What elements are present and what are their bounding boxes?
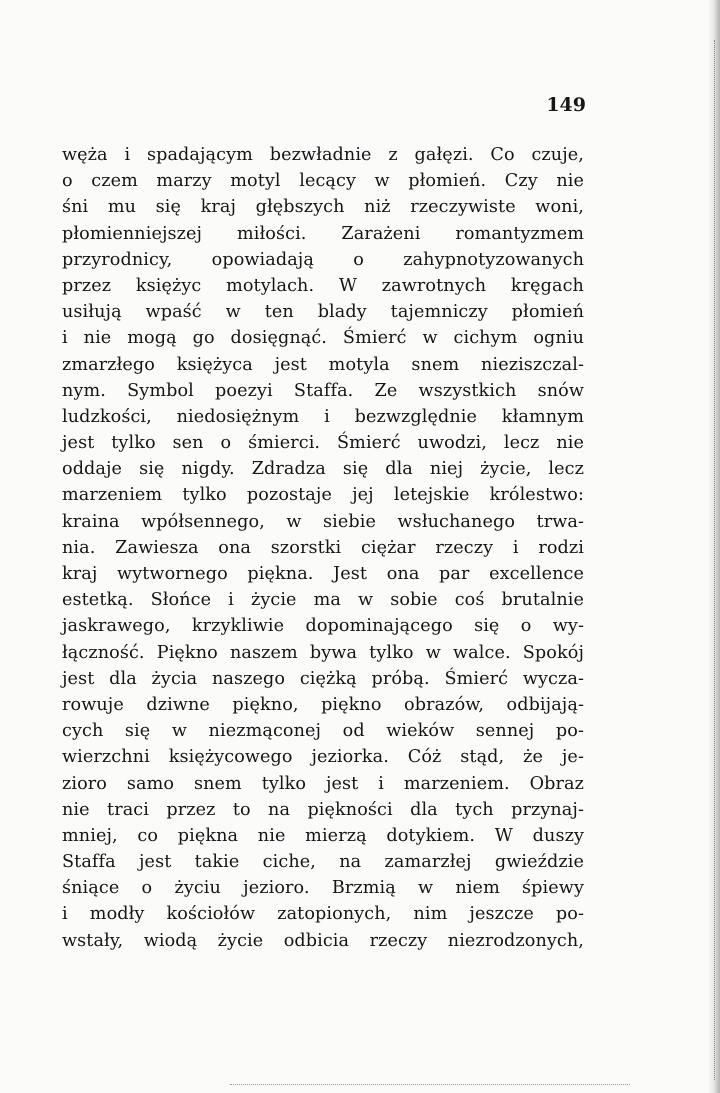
text-line: wierzchni księżycowego jeziorka. Cóż stąd, że je-	[62, 747, 584, 768]
text-line: kraj wytwornego piękna. Jest ona par excellence	[62, 564, 584, 584]
text-line: przez księżyc motylach. W zawrotnych kręgach	[62, 275, 584, 296]
text-line: rowuje dziwne piękno, piękno obrazów, odbijają-	[62, 694, 584, 715]
text-line: nym. Symbol poezyi Staffa. Ze wszystkich snów	[62, 380, 584, 401]
text-line: marzeniem tylko pozostaje jej letejskie królestwo:	[62, 485, 584, 506]
text-line: przyrodnicy, opowiadają o zahypnotyzowanych	[62, 249, 584, 270]
text-line: nia. Zawiesza ona szorstki ciężar rzeczy i rodzi	[62, 537, 584, 558]
text-line: węża i spadającym bezwładnie z gałęzi. Co czuje,	[62, 145, 584, 165]
text-line: usiłują wpaść w ten blady tajemniczy płomień	[62, 302, 584, 323]
text-line: cych się w niezmąconej od wieków sennej po-	[62, 721, 584, 742]
text-line: jaskrawego, krzykliwie dopominającego się o wy-	[62, 616, 584, 637]
text-line: i modły kościołów zatopionych, nim jeszcze po-	[62, 904, 584, 925]
text-line: mniej, co piękna nie mierzą dotykiem. W duszy	[62, 825, 584, 846]
page-number: 149	[546, 94, 586, 116]
text-line: śniące o życiu jezioro. Brzmią w niem śpiewy	[62, 878, 584, 899]
body-text	[62, 142, 584, 954]
text-line: płomienniejszej miłości. Zarażeni romantyzmem	[62, 223, 584, 244]
text-line: estetką. Słońce i życie ma w sobie coś brutalnie	[62, 590, 584, 611]
text-line: kraina wpółsennego, w siebie wsłuchanego trwa-	[62, 511, 584, 532]
text-line: ludzkości, niedosiężnym i bezwzględnie kłamnym	[62, 406, 584, 427]
text-line: łączność. Piękno naszem bywa tylko w walce. Spokój	[62, 642, 584, 663]
text-line: o czem marzy motyl lecący w płomień. Czy nie	[62, 171, 584, 192]
text-line: nie traci przez to na piękności dla tych przynaj-	[62, 799, 584, 820]
text-line: zmarzłego księżyca jest motyla snem nieziszczal-	[62, 354, 584, 375]
text-line: jest tylko sen o śmierci. Śmierć uwodzi, lecz nie	[62, 433, 584, 454]
text-line: śni mu się kraj głębszych niż rzeczywiste woni,	[62, 197, 584, 218]
text-line: zioro samo snem tylko jest i marzeniem. Obraz	[62, 773, 584, 794]
text-line: jest dla życia naszego ciężką próbą. Śmierć wycza-	[62, 668, 584, 689]
text-line: i nie mogą go dosięgnąć. Śmierć w cichym ogniu	[62, 328, 584, 349]
text-line: Staffa jest takie ciche, na zamarzłej gwieździe	[62, 852, 584, 873]
text-line: wstały, wiodą życie odbicia rzeczy niezrodzonych,	[62, 930, 584, 951]
page-edge-line	[714, 40, 716, 1080]
bottom-edge-dots	[230, 1084, 630, 1086]
text-line: oddaje się nigdy. Zdradza się dla niej życie, lecz	[62, 459, 584, 480]
